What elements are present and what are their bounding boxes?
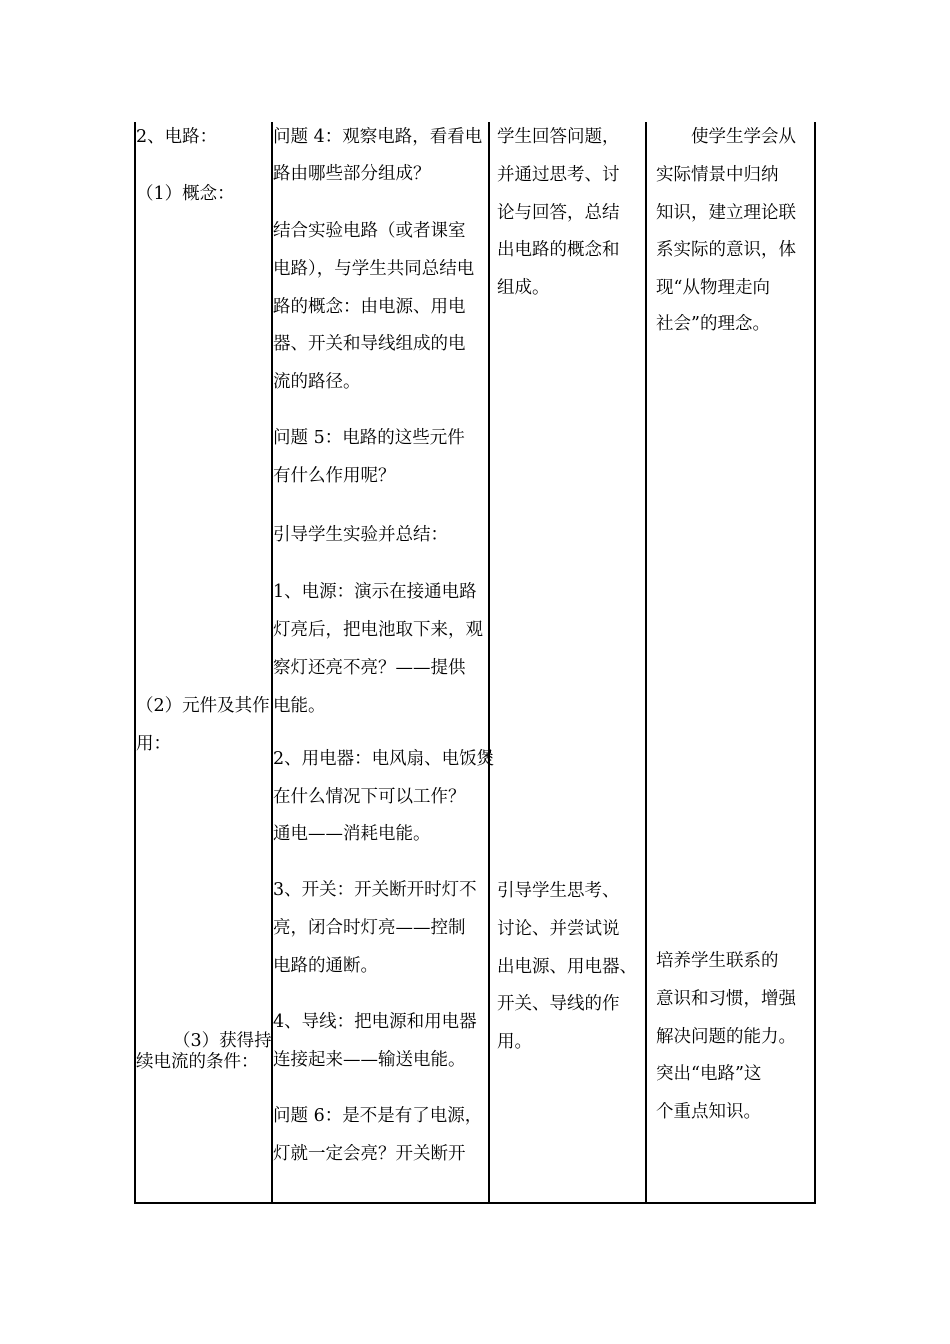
student-text-line: 出电源、用电器、: [497, 957, 637, 977]
teacher-text-line: 流的路径。: [273, 372, 361, 392]
section-heading: 2、电路：: [136, 127, 218, 147]
teacher-text-line: 3、开关：开关断开时灯不: [273, 880, 477, 900]
teacher-text-line: 2、用电器：电风扇、电饭煲: [273, 749, 495, 769]
subsection-parts-line2: 用：: [136, 734, 171, 754]
teacher-text-line: 察灯还亮不亮？——提供: [273, 658, 466, 678]
teacher-text-line: 灯亮后，把电池取下来，观: [273, 620, 483, 640]
teacher-text-line: 连接起来——输送电能。: [273, 1050, 466, 1070]
purpose-text-line: 系实际的意识，体: [656, 240, 796, 260]
teacher-text-line: 问题 4：观察电路，看看电: [273, 127, 483, 147]
subsection-condition-line2: 续电流的条件：: [136, 1052, 259, 1072]
teacher-text-line: 引导学生实验并总结：: [273, 525, 448, 545]
teacher-text-line: 在什么情况下可以工作？: [273, 787, 466, 807]
student-text-line: 讨论、并尝试说: [497, 919, 620, 939]
teacher-text-line: 4、导线：把电源和用电器: [273, 1012, 477, 1032]
student-text-line: 并通过思考、讨: [497, 165, 620, 185]
student-text-line: 论与回答，总结: [497, 203, 620, 223]
teacher-text-line: 问题 5：电路的这些元件: [273, 428, 465, 448]
teacher-text-line: 问题 6：是不是有了电源，: [273, 1106, 483, 1126]
teacher-text-line: 器、开关和导线组成的电: [273, 334, 466, 354]
teacher-text-line: 电路），与学生共同总结电: [273, 259, 475, 279]
teacher-text-line: 结合实验电路（或者课室: [273, 221, 466, 241]
purpose-text-line: 实际情景中归纳: [656, 165, 779, 185]
teacher-text-line: 路由哪些部分组成？: [273, 164, 431, 184]
purpose-text-line: 个重点知识。: [656, 1102, 761, 1122]
subsection-parts-line1: （2）元件及其作: [136, 696, 270, 716]
student-text-line: 引导学生思考、: [497, 881, 620, 901]
student-text-line: 用。: [497, 1032, 532, 1052]
student-text-line: 学生回答问题，: [497, 127, 620, 147]
purpose-text-line: 使学生学会从: [691, 127, 796, 147]
purpose-text-line: 社会”的理念。: [656, 314, 770, 334]
teacher-text-line: 1、电源：演示在接通电路: [273, 582, 477, 602]
column-divider: [645, 122, 647, 1204]
teacher-text-line: 通电——消耗电能。: [273, 824, 431, 844]
subsection-condition-line1: （3）获得持: [173, 1031, 272, 1051]
teacher-text-line: 灯就一定会亮？开关断开: [273, 1144, 466, 1164]
subsection-concept: （1）概念：: [136, 184, 235, 204]
teacher-text-line: 亮，闭合时灯亮——控制: [273, 918, 466, 938]
teacher-text-line: 路的概念：由电源、用电: [273, 297, 466, 317]
purpose-text-line: 培养学生联系的: [656, 951, 779, 971]
purpose-text-line: 解决问题的能力。: [656, 1027, 796, 1047]
student-text-line: 出电路的概念和: [497, 240, 620, 260]
teacher-text-line: 电路的通断。: [273, 956, 378, 976]
teacher-text-line: 有什么作用呢？: [273, 466, 396, 486]
teacher-text-line: 电能。: [273, 696, 326, 716]
purpose-text-line: 现“从物理走向: [656, 278, 770, 298]
purpose-text-line: 突出“电路”这: [656, 1064, 762, 1084]
purpose-text-line: 意识和习惯，增强: [656, 989, 796, 1009]
student-text-line: 组成。: [497, 278, 550, 298]
student-text-line: 开关、导线的作: [497, 994, 620, 1014]
purpose-text-line: 知识，建立理论联: [656, 203, 796, 223]
column-divider: [488, 122, 490, 1204]
